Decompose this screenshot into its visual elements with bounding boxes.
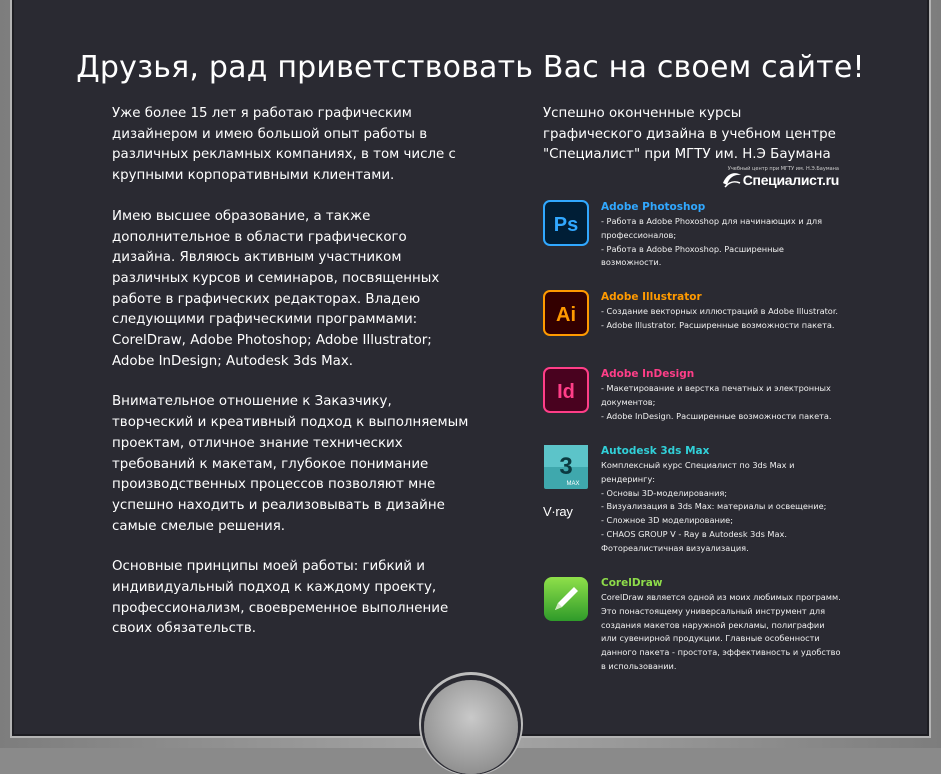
3dsmax-icon-sub: MAX <box>566 481 580 487</box>
scroll-down-knob[interactable] <box>424 680 518 774</box>
3dsmax-icon-label: 3 <box>559 453 573 480</box>
illustrator-icon <box>543 290 589 336</box>
course-name: Autodesk 3ds Max <box>601 445 710 457</box>
illustrator-icon-label: Ai <box>556 304 576 326</box>
about-paragraph-4: Основные принципы моей работы: гибкий и индивидуальный подход к каждому проекту, профессионализм, своевременное выполнение своих обязательств. <box>112 559 449 637</box>
course-name: Adobe InDesign <box>601 368 695 380</box>
course-name: Adobe Illustrator <box>601 291 702 303</box>
course-description: - Макетирование и верстка печатных и электронных документов; - Adobe InDesign. Расширенные возможности пакета. <box>601 383 832 421</box>
about-paragraph-3: Внимательное отношение к Заказчику, творческий и креативный подход к выполняемым проектам, отличное знание технических требований к макетам, глубокое понимание производственных процессов позволяют мне успешно находить и реализовывать в дизайне самые смелые решения. <box>112 394 469 534</box>
3dsmax-icon <box>543 444 589 490</box>
course-description: - Работа в Adobe Phoxoshop для начинающих и для профессионалов; - Работа в Adobe Phoxoshop. Расширенные возможности. <box>601 216 823 268</box>
specialist-logo <box>721 166 839 192</box>
page-title: Друзья, рад приветствовать Вас на своем сайте! <box>76 50 865 86</box>
photoshop-icon-label: Ps <box>553 214 579 236</box>
about-paragraph-2: Имею высшее образование, а также дополнительное в области графического дизайна. Являюсь активным участником различных курсов и семинаров, посвященных работе в графических редакторах. Владею следующими графическими программами: CorelDraw, Adobe Photoshop; Adobe Illustrator; Adobe InDesign; Autodesk 3ds Max. <box>112 208 440 369</box>
specialist-logo-caption: Учебный центр при МГТУ им. Н.Э.Баумана <box>727 166 839 172</box>
course-description: Комплексный курс Специалист по 3ds Max и рендерингу: - Основы 3D-моделирования; - Визуализация в 3ds Max: материалы и освещение; - Сложное 3D моделирование; - CHAOS GROUP V - Ray в Autodesk 3ds Max. Фотореалистичная визуализация. <box>601 460 827 553</box>
indesign-icon <box>543 367 589 413</box>
courses-intro: Успешно оконченные курсы графического дизайна в учебном центре "Специалист" при МГТУ им. Н.Э Баумана <box>543 106 836 163</box>
course-name: Adobe Photoshop <box>601 201 706 213</box>
course-description: CorelDraw является одной из моих любимых программ. Это понастоящему универсальный инструмент для создания макетов наружной рекламы, полиграфии или сувенирной продукции. Главные особенности данного пакета - простота, эффективность и удобство в использовании. <box>601 592 841 671</box>
course-description: - Создание векторных иллюстраций в Adobe Illustrator. - Adobe Illustrator. Расширенные возможности пакета. <box>601 306 839 330</box>
about-text <box>112 104 472 660</box>
vray-logo: V·ray <box>543 504 573 519</box>
courses-column <box>543 104 843 671</box>
indesign-icon-label: Id <box>557 381 575 403</box>
specialist-logo-text: Специалист.ru <box>742 172 839 188</box>
about-paragraph-1: Уже более 15 лет я работаю графическим дизайнером и имею большой опыт работы в различных рекламных компаниях, в том числе с крупными корпоративными клиентами. <box>112 106 456 184</box>
course-name: CorelDraw <box>601 577 663 589</box>
specialist-swirl-icon <box>721 169 743 189</box>
photoshop-icon <box>543 200 589 246</box>
coreldraw-pen-icon <box>543 576 589 622</box>
